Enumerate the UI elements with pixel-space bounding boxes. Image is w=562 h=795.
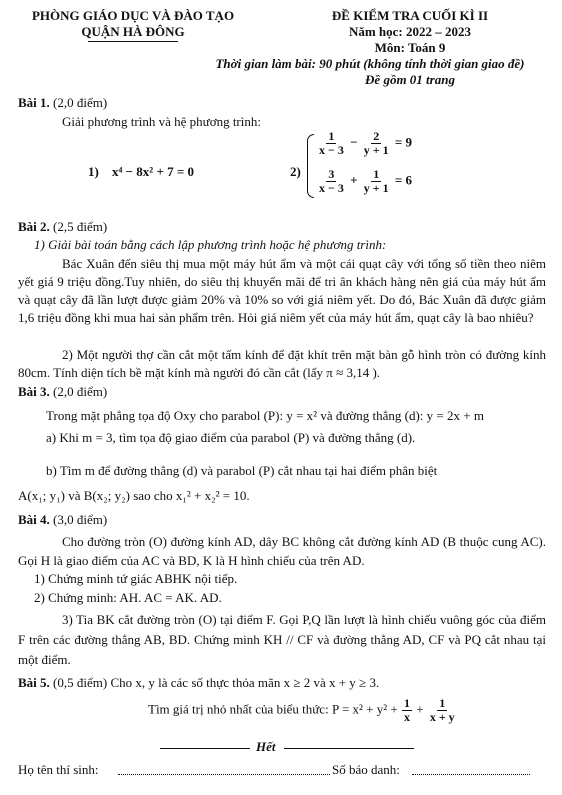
system-row-1: $\frac{1}{x - 3}$ − $\frac{2}{y + 1}$ = 9 <box>319 129 413 157</box>
exam-title: ĐỀ KIỂM TRA CUỐI KÌ II <box>331 8 489 23</box>
bai3-part-b-line1: b) Tìm m để đường thẳng (d) và parabol (P) cắt nhau tại hai điểm phân biệt <box>46 463 438 478</box>
bai1-intro: Giải phương trình và hệ phương trình: <box>62 114 261 129</box>
bai4-part1: 1) Chứng minh tứ giác ABHK nội tiếp. <box>34 571 238 586</box>
bai5-task: Tìm giá trị nhỏ nhất của biểu thức: P = x² + y² + $\frac{1}{x}$ + $\frac{1}{x + y}$ <box>148 696 455 724</box>
bai1-eq2-label: 2) <box>290 164 301 179</box>
header-left-divider <box>88 41 178 42</box>
school-year: Năm học: 2022 – 2023 <box>348 24 472 39</box>
bai2-heading: Bài 2. (2,5 điểm) <box>18 219 108 234</box>
bai2-part1-text: Bác Xuân đến siêu thị mua một máy hút ẩm và một cái quạt cây với tổng số tiền theo niêm yết giá 9 triệu đồng.Tuy nhiên, do siêu thị khuyến mãi để tri ân khách hàng nên giá của máy hút ẩm và quạt cây đã lần lượt được giảm 20% và 10% so với giá niêm yết. Do đó, Bác Xuân đã được giảm 1,6 triệu đồng khi mua hai sản phẩm trên. Hỏi giá niêm yết của máy hút ẩm, quạt cây là bao nhiêu? <box>18 256 546 325</box>
bai2-part2-text: 2) Một người thợ cần cắt một tấm kính để đặt khít trên mặt bàn gỗ hình tròn có đường kính 80cm. Tính diện tích bề mặt kính mà người đó cần cắt (lấy π ≈ 3,14 ). <box>18 347 546 380</box>
bai4-intro: Cho đường tròn (O) đường kính AD, dây BC không cắt đường kính AD (B thuộc cung AC). Gọi H là giao điểm của AC và BD, K là H hình chiếu của trên AD. <box>18 534 546 568</box>
end-marker: Hết <box>256 739 276 754</box>
system-brace <box>307 134 314 198</box>
subject: Môn: Toán 9 <box>374 40 446 55</box>
bai3-intro: Trong mặt phẳng tọa độ Oxy cho parabol (P): y = x² và đường thẳng (d): y = 2x + m <box>46 408 484 423</box>
system-row-2: $\frac{3}{x - 3}$ + $\frac{1}{y + 1}$ = 6 <box>319 167 413 195</box>
bai3-part-b-line2: A(x₁; y₁) và B(x₂; y₂) sao cho x₁² + x₂² = 10. <box>18 488 250 503</box>
bai4-part2: 2) Chứng minh: AH. AC = AK. AD. <box>34 590 222 605</box>
candidate-id-field[interactable] <box>412 774 530 775</box>
bai4-part3: 3) Tia BK cắt đường tròn (O) tại điểm F. Gọi P,Q lần lượt là hình chiếu vuông góc của điểm F trên các đường thẳng AB, BD. Chứng minh KH // CF và đường thẳng AD, CF và PQ cắt nhau tại một điểm. <box>18 612 546 667</box>
end-line-right <box>284 748 414 749</box>
exam-time: Thời gian làm bài: 90 phút (không tính thời gian giao đề) <box>215 56 525 71</box>
candidate-name-label: Họ tên thí sinh: <box>18 762 99 777</box>
bai4-heading: Bài 4. (3,0 điểm) <box>18 512 108 527</box>
dept-line-1: PHÒNG GIÁO DỤC VÀ ĐÀO TẠO <box>31 8 235 23</box>
dept-line-2: QUẬN HÀ ĐÔNG <box>81 24 185 39</box>
bai3-heading: Bài 3. (2,0 điểm) <box>18 384 108 399</box>
bai1-eq1-label: 1) <box>88 164 99 179</box>
candidate-name-field[interactable] <box>118 774 330 775</box>
candidate-id-label: Số báo danh: <box>332 762 400 777</box>
end-line-left <box>160 748 250 749</box>
page-count: Đề gồm 01 trang <box>365 72 455 87</box>
bai3-part-a: a) Khi m = 3, tìm tọa độ giao điểm của parabol (P) và đường thẳng (d). <box>46 430 416 445</box>
bai5-heading: Bài 5. (0,5 điểm) Cho x, y là các số thực thỏa mãn x ≥ 2 và x + y ≥ 3. <box>18 675 380 690</box>
bai1-eq1: x⁴ − 8x² + 7 = 0 <box>112 164 195 179</box>
bai1-heading: Bài 1. (2,0 điểm) <box>18 95 108 110</box>
bai2-part1-title: 1) Giải bài toán bằng cách lập phương trình hoặc hệ phương trình: <box>34 237 387 252</box>
